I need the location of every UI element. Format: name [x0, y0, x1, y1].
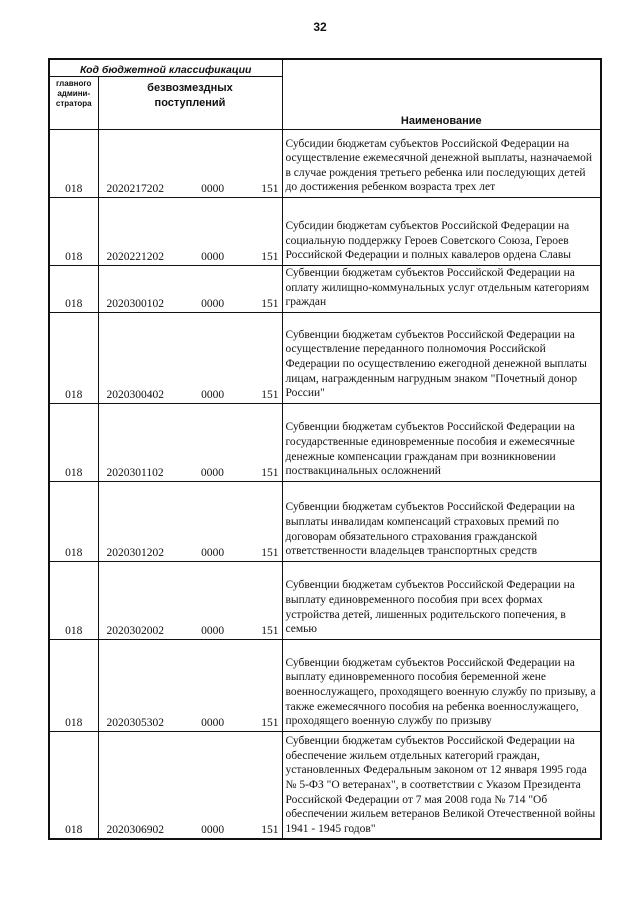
code-sub: 0000	[201, 388, 225, 401]
table-row	[49, 731, 601, 839]
header-code-line: безвозмездных	[147, 82, 233, 94]
table-row	[49, 481, 601, 561]
name-cell: Субсидии бюджетам субъектов Российской Федерации на осуществление ежемесячной денежной выплаты, назначаемой в случае рождения третьего ребенка или последующих детей до достижения ребенком возраста трех лет	[282, 130, 601, 198]
name-cell: Субвенции бюджетам субъектов Российской Федерации на обеспечение жильем отдельных категорий граждан, установленных Федеральным законом от 12 января 1995 года № 5-ФЗ "О ветеранах", в соответствии с Указом Президента Российской Федерации от 7 мая 2008 года № 714 "Об обеспечении жильем ветеранов Великой Отечественной войны 1941 - 1945 годов"	[282, 731, 601, 839]
code-main: 2020217202	[106, 183, 164, 195]
revenue-code-cell	[98, 198, 282, 266]
name-cell: Субвенции бюджетам субъектов Российской Федерации на выплаты инвалидам компенсаций страховых премий по договорам обязательного страхования гражданской ответственности владельцев транспортных средств	[282, 481, 601, 561]
code-main: 2020301102	[106, 466, 164, 479]
revenue-code-cell	[98, 130, 282, 198]
admin-code-cell: 018	[49, 198, 98, 266]
table-row	[49, 639, 601, 731]
code-sub: 0000	[201, 251, 225, 263]
code-kosgu: 151	[261, 251, 279, 263]
budget-classification-table	[48, 58, 602, 840]
table-row	[49, 403, 601, 481]
revenue-code-cell	[98, 403, 282, 481]
code-main: 2020302002	[106, 624, 164, 637]
code-kosgu: 151	[261, 824, 279, 837]
header-admin	[49, 77, 98, 130]
revenue-code-cell	[98, 731, 282, 839]
code-sub: 0000	[200, 466, 224, 479]
header-code	[98, 77, 282, 130]
code-main: 2020306902	[106, 824, 164, 837]
name-cell: Субвенции бюджетам субъектов Российской Федерации на оплату жилищно-коммунальных услуг отдельным категориям граждан	[282, 266, 601, 313]
code-kosgu: 151	[261, 183, 279, 195]
header-admin-line: админи-	[57, 89, 91, 98]
code-kosgu: 151	[261, 546, 279, 559]
name-cell: Субсидии бюджетам субъектов Российской Федерации на социальную поддержку Героев Советского Союза, Героев Российской Федерации и полных кавалеров ордена Славы	[282, 198, 601, 266]
header-admin-line: главного	[56, 79, 92, 88]
admin-code-cell: 018	[49, 561, 98, 639]
table-row	[49, 198, 601, 266]
header-admin-line: стратора	[55, 99, 92, 108]
revenue-code-cell	[98, 639, 282, 731]
code-sub: 0000	[201, 624, 225, 637]
page-number: 32	[313, 20, 327, 34]
header-budget-classification: Код бюджетной классификации	[49, 59, 282, 77]
code-main: 2020300402	[106, 388, 164, 401]
name-cell: Субвенции бюджетам субъектов Российской Федерации на выплату единовременного пособия при всех формах устройства детей, лишенных родительского попечения, в семью	[282, 561, 601, 639]
code-kosgu: 151	[261, 388, 279, 401]
code-main: 2020221202	[106, 251, 164, 263]
code-main: 2020300102	[106, 297, 164, 310]
name-cell: Субвенции бюджетам субъектов Российской Федерации на выплату единовременного пособия беременной жене военнослужащего, проходящего военную службу по призыву, а также ежемесячного пособия на ребенка военнослужащего, проходящего военную службу по призыву	[282, 639, 601, 731]
header-name: Наименование	[282, 59, 601, 130]
revenue-code-cell	[98, 481, 282, 561]
admin-code-cell: 018	[49, 130, 98, 198]
header-code-line: поступлений	[154, 97, 226, 109]
revenue-code-cell	[98, 561, 282, 639]
code-sub: 0000	[201, 297, 225, 310]
name-cell: Субвенции бюджетам субъектов Российской Федерации на государственные единовременные пособия и ежемесячные денежные компенсации гражданам при возникновении поствакцинальных осложнений	[282, 403, 601, 481]
table-row	[49, 561, 601, 639]
code-kosgu: 151	[261, 624, 279, 637]
admin-code-cell: 018	[49, 312, 98, 403]
name-cell: Субвенции бюджетам субъектов Российской Федерации на осуществление переданного полномочия Российской Федерации по осуществлению ежегодной денежной выплаты лицам, награжденным нагрудным знаком "Почетный донор России"	[282, 312, 601, 403]
table-row	[49, 312, 601, 403]
admin-code-cell: 018	[49, 481, 98, 561]
admin-code-cell: 018	[49, 266, 98, 313]
code-kosgu: 151	[261, 716, 279, 729]
table-row	[49, 266, 601, 313]
table-row	[49, 130, 601, 198]
code-sub: 0000	[201, 824, 225, 837]
code-sub: 0000	[201, 546, 225, 559]
code-main: 2020301202	[106, 546, 164, 559]
code-sub: 0000	[201, 716, 225, 729]
admin-code-cell: 018	[49, 731, 98, 839]
code-kosgu: 151	[261, 466, 279, 479]
admin-code-cell: 018	[49, 403, 98, 481]
code-sub: 0000	[201, 183, 225, 195]
code-main: 2020305302	[106, 716, 164, 729]
revenue-code-cell	[98, 312, 282, 403]
code-kosgu: 151	[261, 297, 279, 310]
admin-code-cell: 018	[49, 639, 98, 731]
revenue-code-cell	[98, 266, 282, 313]
